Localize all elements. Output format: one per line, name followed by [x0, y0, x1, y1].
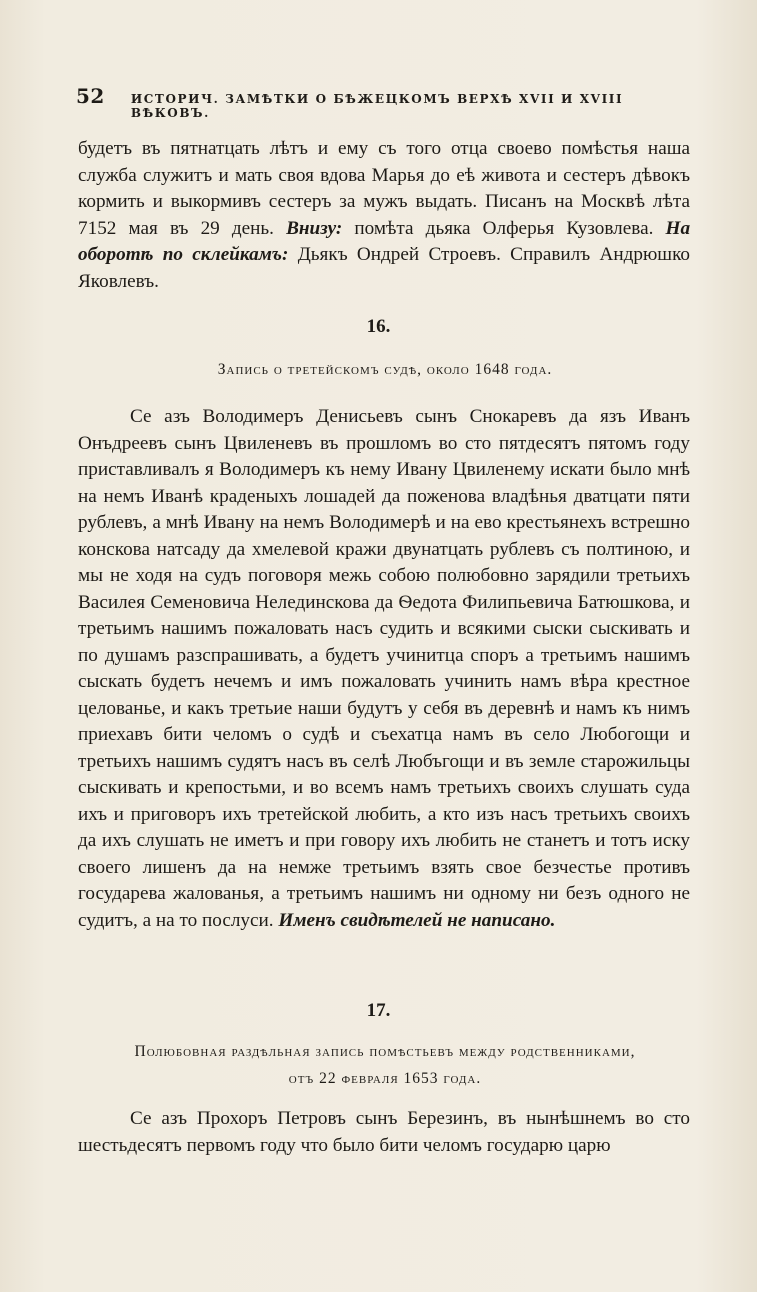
document-17-title-month: февраля	[341, 1070, 399, 1087]
document-17-title-end: года.	[443, 1070, 482, 1087]
running-title: ИСТОРИЧ. ЗАМѢТКИ О БѢЖЕЦКОМЪ ВЕРХѢ XVII И XVIII ВѢКОВЪ.	[130, 92, 624, 120]
document-15-text: будетъ въ пятнатцать лѣтъ и ему съ того отца своево помѣстья наша служба служитъ и мать своя вдова Марья до еѣ живота и сестеръ дѣвокъ кормить и выкормивъ сестеръ за мужъ выдать. Писанъ на Москвѣ лѣта 7152 мая въ 29 день.	[78, 138, 690, 239]
document-16-title-end: года.	[514, 361, 553, 378]
document-16-title	[90, 356, 680, 383]
document-16-title-start: Запись о третейскомъ судѣ, около	[217, 361, 470, 378]
document-17-title-line1: Полюбовная раздѣльная запись помѣстьевъ между родственниками,	[134, 1043, 636, 1060]
document-17-title	[90, 1038, 680, 1092]
note-reverse-text: Дьякъ Ондрей Строевъ. Справилъ Андрюшко Яковлевъ.	[78, 244, 691, 292]
document-16-body	[78, 404, 690, 934]
note-reverse-label: На оборотѣ по склейкамъ:	[78, 217, 691, 265]
document-15-ending	[78, 136, 690, 295]
note-below-text: помѣта дьяка Олферья Кузовлева.	[354, 217, 654, 239]
running-head	[76, 84, 676, 120]
document-16-title-year: 1648	[474, 361, 510, 378]
document-17-body	[78, 1106, 690, 1159]
document-17-title-day: 22	[319, 1070, 337, 1087]
page-number: 52	[76, 84, 105, 108]
note-below-label: Внизу:	[286, 217, 343, 239]
document-17-title-year: 1653	[403, 1070, 439, 1087]
document-16-number: 16.	[366, 316, 391, 337]
document-17-text: Се азъ Прохоръ Петровъ сынъ Березинъ, въ нынѣшнемъ во сто шестьдесятъ первомъ году что было бити челомъ государю царю	[78, 1108, 690, 1156]
document-16-closing-note: Именъ свидѣтелей не написано.	[278, 909, 556, 931]
document-17-number: 17.	[366, 1000, 391, 1021]
document-17-title-from: отъ	[288, 1070, 315, 1087]
document-16-text: Се азъ Володимеръ Денисьевъ сынъ Снокаревъ да язъ Иванъ Онъдреевъ сынъ Цвиленевъ въ прошломъ во сто пятдесятъ пятомъ году приставливалъ я Володимеръ къ нему Ивану Цвиленему искати было мнѣ на немъ Иванѣ краденыхъ лошадей да поженова владѣнья дватцати пяти рублевъ, а мнѣ Ивану на немъ Володимерѣ и на ево крестьянехъ встрешно конскова натсаду да хмелевой кражи двунатцать рублевъ съ полтиною, и мы не ходя на судъ поговоря межь собою полюбовно зарядили третьихъ Василея Семеновича Нелединскова да Ѳедота Филипьевича Батюшкова, и третьимъ нашимъ пожаловать насъ судить и всякими сыски сыскивать и по душамъ разспрашивать, а будетъ учинитца споръ а третьимъ нашимъ сыскать будетъ нечемъ и имъ пожаловать учинить намъ вѣра крестное целованье, и какъ третьие наши будутъ у себя въ деревнѣ и намъ къ нимъ приехавъ бити челомъ о судѣ и съехатца намъ въ село Любогощи и третьихъ нашимъ судятъ насъ въ селѣ Любъгощи и въ земле старожильцы сыскивать и крепостьми, и во всемъ намъ третьихъ своихъ слушать суда ихъ и приговоръ ихъ третейской любить, а кто изъ насъ третьихъ своихъ да ихъ слушать не иметъ и при говору ихъ любить не станетъ и тотъ иску своего лишенъ да на немже третьимъ взять свое безчестье противъ государева жалованья, а третьимъ нашимъ ни одному ни безъ одного не судитъ, а на то послуси.	[78, 406, 690, 931]
